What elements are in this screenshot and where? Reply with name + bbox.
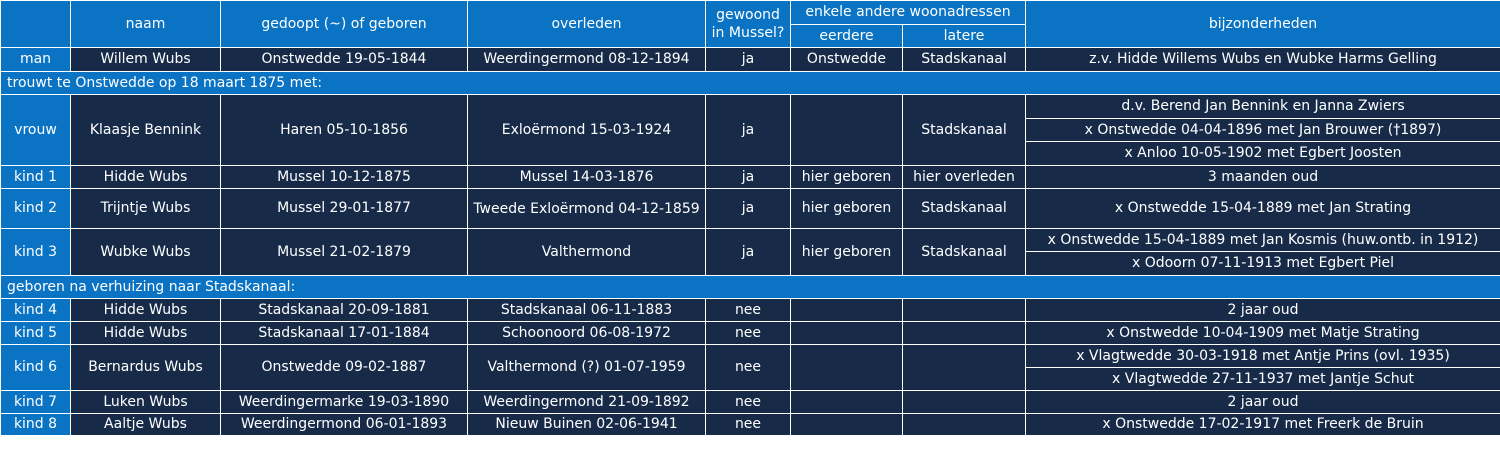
gewoond-cell: ja: [706, 48, 791, 72]
role-cell: vrouw: [1, 95, 71, 166]
latere-cell: Stadskanaal: [903, 48, 1026, 72]
overleden-cell: Tweede Exloërmond 04-12-1859: [468, 189, 706, 229]
naam-cell: Wubke Wubs: [71, 229, 221, 276]
bijzonderheden-cell: x Onstwedde 15-04-1889 met Jan Strating: [1026, 189, 1500, 229]
overleden-cell: Weerdingermond 21-09-1892: [468, 391, 706, 414]
latere-cell: Stadskanaal: [903, 95, 1026, 166]
latere-cell: Stadskanaal: [903, 229, 1026, 276]
bijzonderheden-cell: z.v. Hidde Willems Wubs en Wubke Harms Gelling: [1026, 48, 1500, 72]
eerdere-cell: [791, 345, 903, 391]
header-latere: latere: [903, 25, 1026, 48]
overleden-cell: Stadskanaal 06-11-1883: [468, 299, 706, 322]
gewoond-cell: nee: [706, 322, 791, 345]
geboren-cell: Stadskanaal 20-09-1881: [221, 299, 468, 322]
overleden-cell: Nieuw Buinen 02-06-1941: [468, 414, 706, 436]
table-row-vrouw: [1, 95, 1500, 119]
overleden-cell: Valthermond (?) 01-07-1959: [468, 345, 706, 391]
latere-cell: Stadskanaal: [903, 189, 1026, 229]
bijzonderheden-cell: x Vlagtwedde 30-03-1918 met Antje Prins (ovl. 1935): [1026, 345, 1500, 368]
geboren-cell: Weerdingermond 06-01-1893: [221, 414, 468, 436]
eerdere-cell: Onstwedde: [791, 48, 903, 72]
bijzonderheden-cell: x Onstwedde 10-04-1909 met Matje Strating: [1026, 322, 1500, 345]
bijzonderheden-cell: x Vlagtwedde 27-11-1937 met Jantje Schut: [1026, 368, 1500, 391]
eerdere-cell: hier geboren: [791, 229, 903, 276]
naam-cell: Hidde Wubs: [71, 166, 221, 189]
gewoond-cell: nee: [706, 414, 791, 436]
header-naam: naam: [71, 1, 221, 48]
gewoond-cell: nee: [706, 345, 791, 391]
bijzonderheden-cell: d.v. Berend Jan Bennink en Janna Zwiers: [1026, 95, 1500, 119]
table-row-kind-4: [1, 299, 1500, 322]
eerdere-cell: [791, 299, 903, 322]
role-cell: kind 4: [1, 299, 71, 322]
table-row-kind-3: [1, 229, 1500, 252]
table-row-kind-5: [1, 322, 1500, 345]
geboren-cell: Haren 05-10-1856: [221, 95, 468, 166]
header-overleden: overleden: [468, 1, 706, 48]
table-row-man: [1, 48, 1500, 72]
naam-cell: Aaltje Wubs: [71, 414, 221, 436]
role-cell: kind 2: [1, 189, 71, 229]
naam-cell: Trijntje Wubs: [71, 189, 221, 229]
bijzonderheden-cell: 2 jaar oud: [1026, 299, 1500, 322]
header-bijzonderheden: bijzonderheden: [1026, 1, 1500, 48]
header-eerdere: eerdere: [791, 25, 903, 48]
overleden-cell: Mussel 14-03-1876: [468, 166, 706, 189]
role-cell: kind 6: [1, 345, 71, 391]
geboren-cell: Onstwedde 09-02-1887: [221, 345, 468, 391]
header-woonadressen: enkele andere woonadressen: [791, 1, 1026, 25]
section-row-stadskanaal: [1, 276, 1500, 299]
latere-cell: [903, 299, 1026, 322]
gewoond-cell: ja: [706, 229, 791, 276]
latere-cell: hier overleden: [903, 166, 1026, 189]
section-row-marriage: [1, 72, 1500, 95]
eerdere-cell: [791, 391, 903, 414]
header-gewoond-line1: gewoond: [716, 7, 780, 23]
gewoond-cell: ja: [706, 189, 791, 229]
overleden-cell: Weerdingermond 08-12-1894: [468, 48, 706, 72]
geboren-cell: Stadskanaal 17-01-1884: [221, 322, 468, 345]
geboren-cell: Mussel 21-02-1879: [221, 229, 468, 276]
role-cell: kind 1: [1, 166, 71, 189]
overleden-cell: Valthermond: [468, 229, 706, 276]
bijzonderheden-cell: 2 jaar oud: [1026, 391, 1500, 414]
bijzonderheden-cell: 3 maanden oud: [1026, 166, 1500, 189]
gewoond-cell: nee: [706, 391, 791, 414]
naam-cell: Hidde Wubs: [71, 299, 221, 322]
header-gedoopt: gedoopt (~) of geboren: [221, 1, 468, 48]
eerdere-cell: [791, 95, 903, 166]
geboren-cell: Weerdingermarke 19-03-1890: [221, 391, 468, 414]
role-cell: kind 7: [1, 391, 71, 414]
bijzonderheden-cell: x Anloo 10-05-1902 met Egbert Joosten: [1026, 142, 1500, 166]
eerdere-cell: [791, 414, 903, 436]
bijzonderheden-cell: x Onstwedde 15-04-1889 met Jan Kosmis (huw.ontb. in 1912): [1026, 229, 1500, 252]
header-row-1: [1, 1, 1500, 25]
geboren-cell: Mussel 29-01-1877: [221, 189, 468, 229]
role-cell: kind 3: [1, 229, 71, 276]
eerdere-cell: hier geboren: [791, 189, 903, 229]
latere-cell: [903, 414, 1026, 436]
table-row-kind-2: [1, 189, 1500, 229]
eerdere-cell: [791, 322, 903, 345]
table-row-kind-8: [1, 414, 1500, 436]
gewoond-cell: ja: [706, 95, 791, 166]
naam-cell: Willem Wubs: [71, 48, 221, 72]
naam-cell: Hidde Wubs: [71, 322, 221, 345]
geboren-cell: Onstwedde 19-05-1844: [221, 48, 468, 72]
gewoond-cell: ja: [706, 166, 791, 189]
stadskanaal-note: geboren na verhuizing naar Stadskanaal:: [1, 276, 1500, 299]
marriage-note: trouwt te Onstwedde op 18 maart 1875 met:: [1, 72, 1500, 95]
table-row-kind-1: [1, 166, 1500, 189]
table-row-kind-6: [1, 345, 1500, 368]
naam-cell: Klaasje Bennink: [71, 95, 221, 166]
role-cell: kind 5: [1, 322, 71, 345]
naam-cell: Bernardus Wubs: [71, 345, 221, 391]
gewoond-cell: nee: [706, 299, 791, 322]
bijzonderheden-cell: x Onstwedde 04-04-1896 met Jan Brouwer (†1897): [1026, 119, 1500, 142]
geboren-cell: Mussel 10-12-1875: [221, 166, 468, 189]
overleden-cell: Schoonoord 06-08-1972: [468, 322, 706, 345]
latere-cell: [903, 391, 1026, 414]
role-cell: man: [1, 48, 71, 72]
table-row-kind-7: [1, 391, 1500, 414]
bijzonderheden-cell: x Odoorn 07-11-1913 met Egbert Piel: [1026, 252, 1500, 276]
header-gewoond: [706, 1, 791, 48]
bijzonderheden-cell: x Onstwedde 17-02-1917 met Freerk de Bruin: [1026, 414, 1500, 436]
header-gewoond-line2: in Mussel?: [711, 25, 785, 41]
naam-cell: Luken Wubs: [71, 391, 221, 414]
header-corner: [1, 1, 71, 48]
latere-cell: [903, 345, 1026, 391]
latere-cell: [903, 322, 1026, 345]
overleden-cell: Exloërmond 15-03-1924: [468, 95, 706, 166]
role-cell: kind 8: [1, 414, 71, 436]
eerdere-cell: hier geboren: [791, 166, 903, 189]
